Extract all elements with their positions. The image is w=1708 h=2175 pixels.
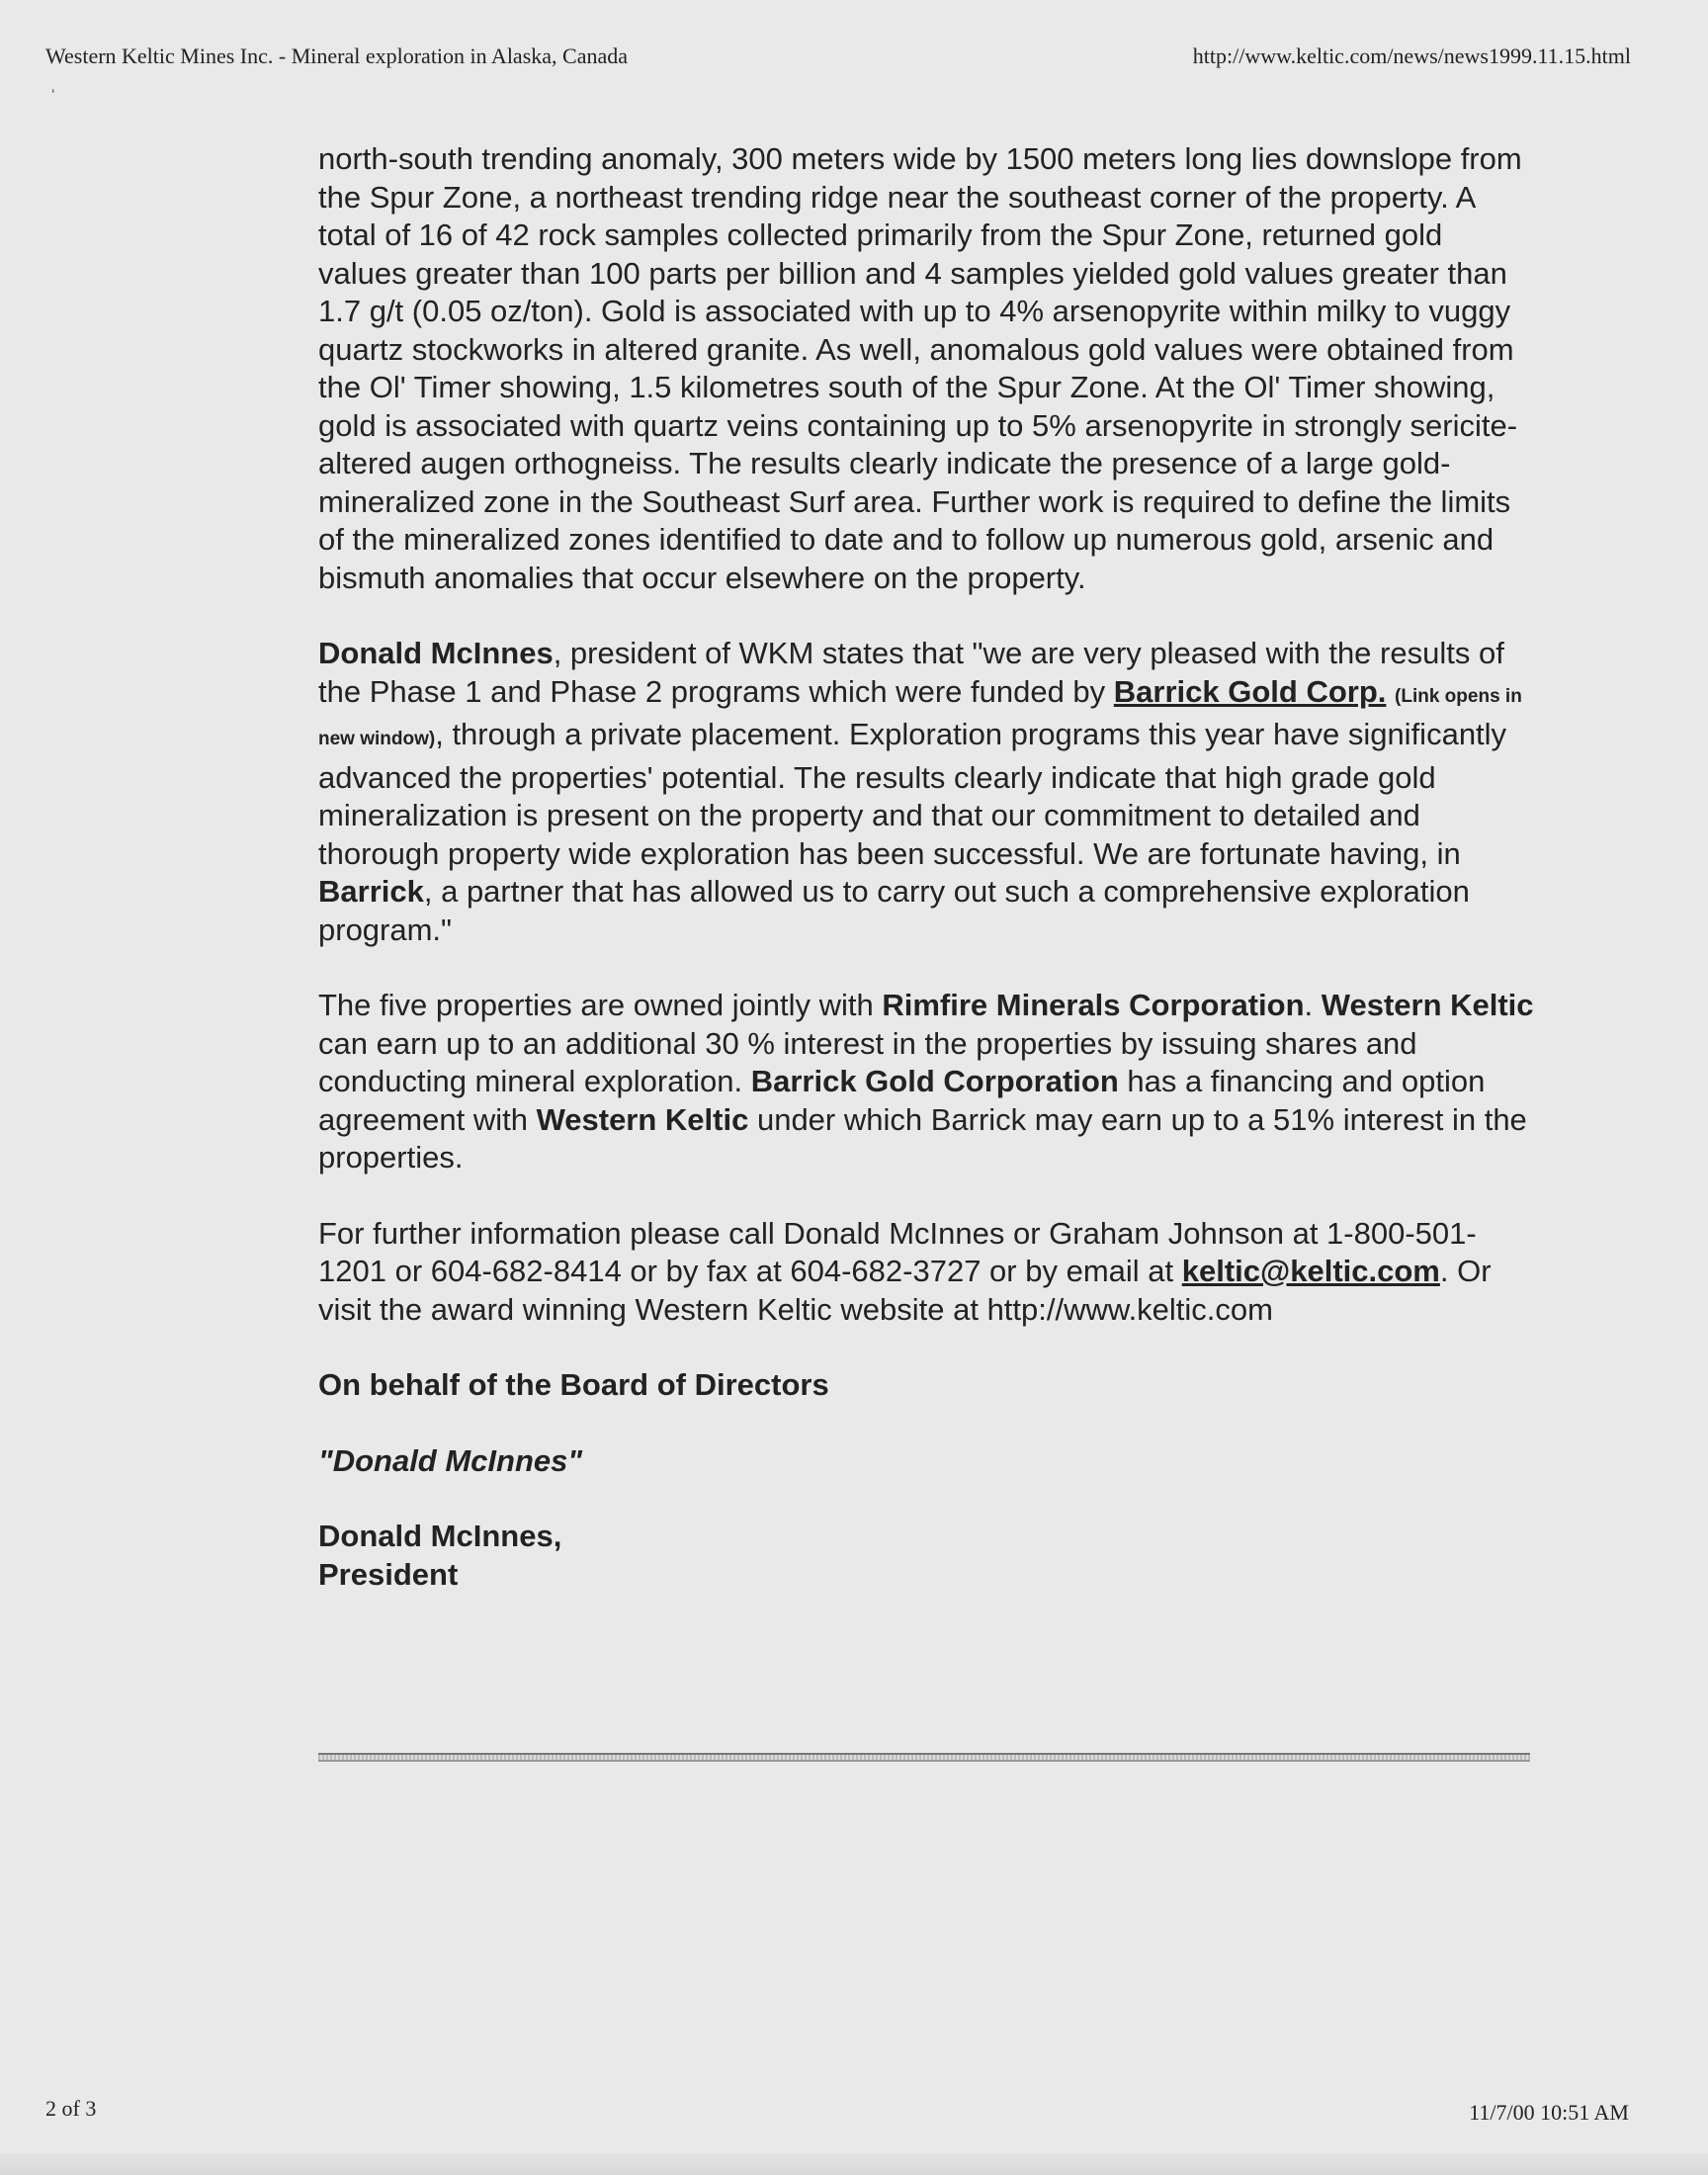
quote-text-3: , a partner that has allowed us to carry out such a comprehensive exploration program."	[318, 874, 1470, 947]
ownership-text-5: under which Barrick may earn up to a 51% interest in the properties.	[318, 1101, 1527, 1174]
horizontal-rule	[318, 1753, 1530, 1762]
signature: "Donald McInnes"	[318, 1442, 583, 1478]
barrick-corporation-bold: Barrick Gold Corporation	[750, 1064, 1119, 1098]
article-body	[318, 140, 1534, 1631]
header-page-title: Western Keltic Mines Inc. - Mineral exploration in Alaska, Canada	[45, 44, 628, 68]
page-edge	[0, 2153, 1708, 2175]
paragraph-findings: north-south trending anomaly, 300 meters wide by 1500 meters long lies downslope from the Spur Zone, a northeast trending ridge near the southeast corner of the property. A total of 16 of 42 rock samples collected primarily from the Spur Zone, returned gold values greater than 100 parts per billion and 4 samples yielded gold values greater than 1.7 g/t (0.05 oz/ton). Gold is associated with up to 4% arsenopyrite within milky to vuggy quartz stockworks in altered granite. As well, anomalous gold values were obtained from the Ol' Timer showing, 1.5 kilometres south of the Spur Zone. At the Ol' Timer showing, gold is associated with quartz veins containing up to 5% arsenopyrite in strongly sericite-altered augen orthogneiss. The results clearly indicate the presence of a large gold-mineralized zone in the Southeast Surf area. Further work is required to define the limits of the mineralized zones identified to date and to follow up numerous gold, arsenic and bismuth anomalies that occur elsewhere on the property.	[318, 141, 1522, 595]
president-name: Donald McInnes	[318, 636, 554, 670]
quote-text-2: , through a private placement. Exploration programs this year have significantly advanced the properties' potential. The results clearly indicate that high grade gold mineralization is present on the property and that our commitment to detailed and thorough property wide exploration has been successful. We are fortunate having, in	[318, 717, 1507, 871]
signer-title: President	[318, 1556, 459, 1592]
barrick-gold-link[interactable]: Barrick Gold Corp.	[1113, 673, 1387, 709]
link-note: (Link opens in new window)	[318, 685, 1522, 749]
barrick-bold: Barrick	[318, 874, 424, 909]
ownership-text-1: The five properties are owned jointly with	[318, 988, 883, 1022]
paragraph-president-quote	[318, 635, 1534, 949]
closing-behalf: On behalf of the Board of Directors	[318, 1367, 829, 1402]
quote-text-1: , president of WKM states that "we are very pleased with the results of the Phase 1 and Phase 2 programs which were funded by	[318, 636, 1504, 709]
ownership-text-4: has a financing and option agreement with	[318, 1064, 1486, 1137]
header-url: http://www.keltic.com/news/news1999.11.15.html	[1192, 44, 1631, 68]
paragraph-ownership	[318, 987, 1534, 1177]
rimfire-bold: Rimfire Minerals Corporation	[882, 988, 1305, 1022]
western-keltic-bold-1: Western Keltic	[1321, 988, 1534, 1022]
contact-text-1: For further information please call Donald McInnes or Graham Johnson at 1-800-501-1201 or 604-682-8414 or by fax at 604-682-3727 or by email at	[318, 1215, 1477, 1288]
ownership-text-2: .	[1304, 988, 1322, 1022]
contact-text-2: . Or visit the award winning Western Keltic website at http://www.keltic.com	[318, 1254, 1492, 1327]
email-link[interactable]: keltic@keltic.com	[1181, 1254, 1440, 1288]
signer-name: Donald McInnes,	[318, 1519, 562, 1553]
scan-speck-icon: ‘	[51, 87, 55, 104]
paragraph-contact	[318, 1215, 1534, 1330]
ownership-text-3: can earn up to an additional 30 % interest in the properties by issuing shares and conducting mineral exploration.	[318, 1025, 1417, 1098]
page-number: 2 of 3	[45, 2096, 97, 2121]
western-keltic-bold-2: Western Keltic	[536, 1101, 749, 1137]
print-datetime: 11/7/00 10:51 AM	[1469, 2100, 1629, 2125]
